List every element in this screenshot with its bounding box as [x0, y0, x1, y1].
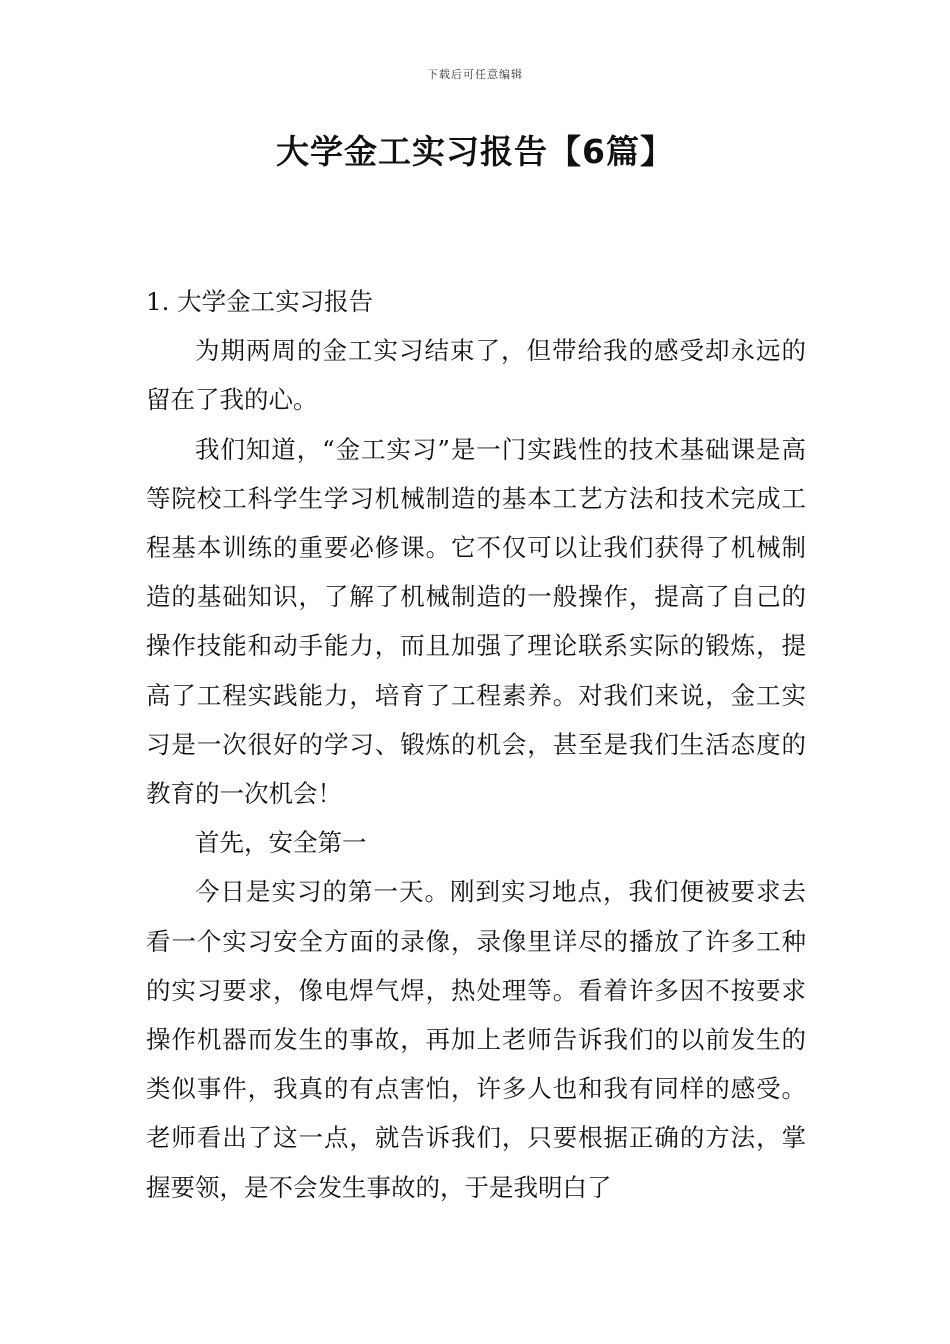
header-note: 下载后可任意编辑 [427, 68, 523, 81]
paragraph-intro: 为期两周的金工实习结束了，但带给我的感受却永远的留在了我的心。 [146, 336, 806, 415]
paragraph-safety-heading: 首先，安全第一 [195, 828, 367, 858]
document-body [146, 277, 806, 1212]
section-heading: 1. 大学金工实习报告 [146, 287, 374, 316]
paragraph-about-course: 我们知道，“金工实习”是一门实践性的技术基础课是高等院校工科学生学习机械制造的基本工艺方法和技术完成工程基本训练的重要必修课。它不仅可以让我们获得了机械制造的基础知识，了解了机械制造的一般操作，提高了自己的操作技能和动手能力，而且加强了理论联系实际的锻炼，提高了工程实践能力，培育了工程素养。对我们来说，金工实习是一次很好的学习、锻炼的机会，甚至是我们生活态度的教育的一次机会！ [146, 434, 806, 809]
document-title: 大学金工实习报告【6篇】 [276, 132, 674, 171]
paragraph-first-day: 今日是实习的第一天。刚到实习地点，我们便被要求去看一个实习安全方面的录像，录像里详尽的播放了许多工种的实习要求，像电焊气焊，热处理等。看着许多因不按要求操作机器而发生的事故，再加上老师告诉我们的以前发生的类似事件，我真的有点害怕，许多人也和我有同样的感受。老师看出了这一点，就告诉我们，只要根据正确的方法，掌握要领，是不会发生事故的，于是我明白了 [146, 877, 806, 1202]
